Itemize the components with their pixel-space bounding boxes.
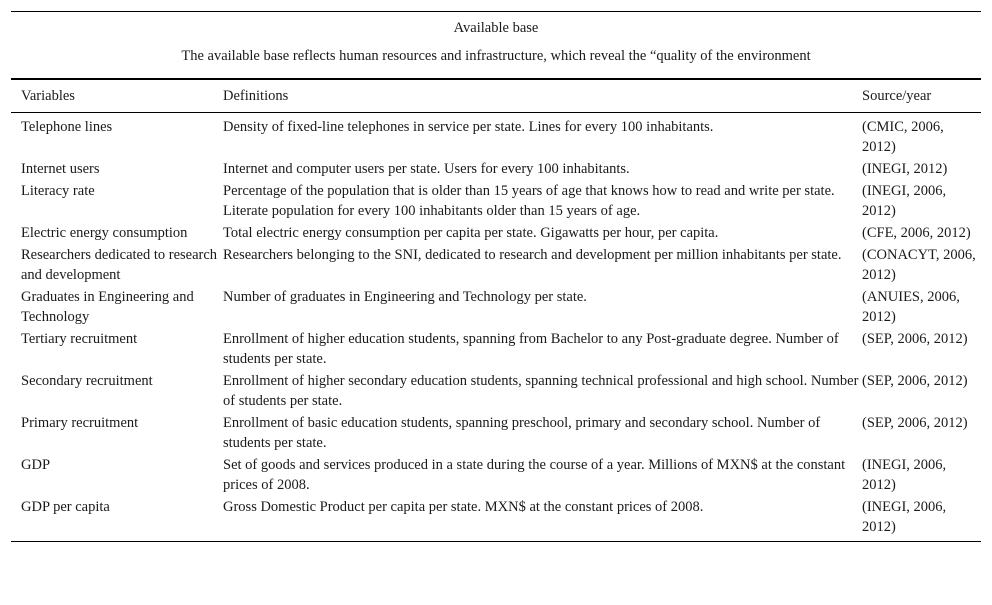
variable-cell: Electric energy consumption bbox=[21, 225, 188, 241]
header-source-year: Source/year bbox=[862, 88, 932, 104]
variable-cell: GDP bbox=[21, 457, 51, 473]
source-cell: (SEP, 2006, 2012) bbox=[862, 331, 968, 347]
data-table bbox=[11, 11, 981, 542]
variable-cell: Literacy rate bbox=[21, 183, 95, 199]
variable-cell: Researchers dedicated to research and development bbox=[21, 247, 218, 283]
variable-cell: GDP per capita bbox=[21, 499, 110, 515]
definition-cell: Researchers belonging to the SNI, dedicated to research and development per million inhabitants per state. bbox=[223, 247, 842, 263]
source-cell: (INEGI, 2006, 2012) bbox=[862, 457, 947, 493]
table-subtitle: The available base reflects human resources and infrastructure, which reveal the “quality of the environment bbox=[181, 48, 811, 64]
variable-cell: Internet users bbox=[21, 161, 100, 177]
source-cell: (CONACYT, 2006, 2012) bbox=[862, 247, 976, 283]
variables-table bbox=[11, 80, 981, 541]
source-cell: (CFE, 2006, 2012) bbox=[862, 225, 971, 241]
table-row bbox=[11, 180, 981, 222]
source-cell: (INEGI, 2006, 2012) bbox=[862, 183, 947, 219]
table-row bbox=[11, 370, 981, 412]
table-row bbox=[11, 286, 981, 328]
table-row bbox=[11, 454, 981, 496]
table-row bbox=[11, 113, 981, 159]
definition-cell: Total electric energy consumption per capita per state. Gigawatts per hour, per capita. bbox=[223, 225, 719, 241]
table-row bbox=[11, 412, 981, 454]
source-cell: (INEGI, 2012) bbox=[862, 161, 948, 177]
definition-cell: Number of graduates in Engineering and Technology per state. bbox=[223, 289, 587, 305]
header-row bbox=[11, 80, 981, 113]
table-caption bbox=[11, 12, 981, 78]
definition-cell: Internet and computer users per state. Users for every 100 inhabitants. bbox=[223, 161, 630, 177]
definition-cell: Gross Domestic Product per capita per state. MXN$ at the constant prices of 2008. bbox=[223, 499, 704, 515]
table-bottom-rule bbox=[11, 541, 981, 542]
definition-cell: Enrollment of higher education students, spanning from Bachelor to any Post-graduate degree. Number of students per state. bbox=[223, 331, 839, 367]
variable-cell: Tertiary recruitment bbox=[21, 331, 138, 347]
definition-cell: Density of fixed-line telephones in service per state. Lines for every 100 inhabitants. bbox=[223, 119, 714, 135]
header-definitions: Definitions bbox=[223, 88, 289, 104]
table-row bbox=[11, 328, 981, 370]
table-row bbox=[11, 496, 981, 541]
table-title: Available base bbox=[453, 20, 539, 36]
definition-cell: Enrollment of basic education students, spanning preschool, primary and secondary school. Number of students per state. bbox=[223, 415, 821, 451]
source-cell: (ANUIES, 2006, 2012) bbox=[862, 289, 960, 325]
definition-cell: Set of goods and services produced in a state during the course of a year. Millions of MXN$ at the constant prices of 2008. bbox=[223, 457, 846, 493]
table-row bbox=[11, 222, 981, 244]
variable-cell: Primary recruitment bbox=[21, 415, 139, 431]
variable-cell: Secondary recruitment bbox=[21, 373, 153, 389]
source-cell: (SEP, 2006, 2012) bbox=[862, 373, 968, 389]
variable-cell: Graduates in Engineering and Technology bbox=[21, 289, 194, 325]
definition-cell: Percentage of the population that is older than 15 years of age that knows how to read and write per state. Literate population for every 100 inhabitants older than 15 years of age. bbox=[223, 183, 835, 219]
definition-cell: Enrollment of higher secondary education students, spanning technical professional and high school. Number of students per state. bbox=[223, 373, 859, 409]
variable-cell: Telephone lines bbox=[21, 119, 113, 135]
source-cell: (CMIC, 2006, 2012) bbox=[862, 119, 944, 155]
header-variables: Variables bbox=[21, 88, 75, 104]
table-row bbox=[11, 244, 981, 286]
source-cell: (SEP, 2006, 2012) bbox=[862, 415, 968, 431]
table-row bbox=[11, 158, 981, 180]
source-cell: (INEGI, 2006, 2012) bbox=[862, 499, 947, 535]
